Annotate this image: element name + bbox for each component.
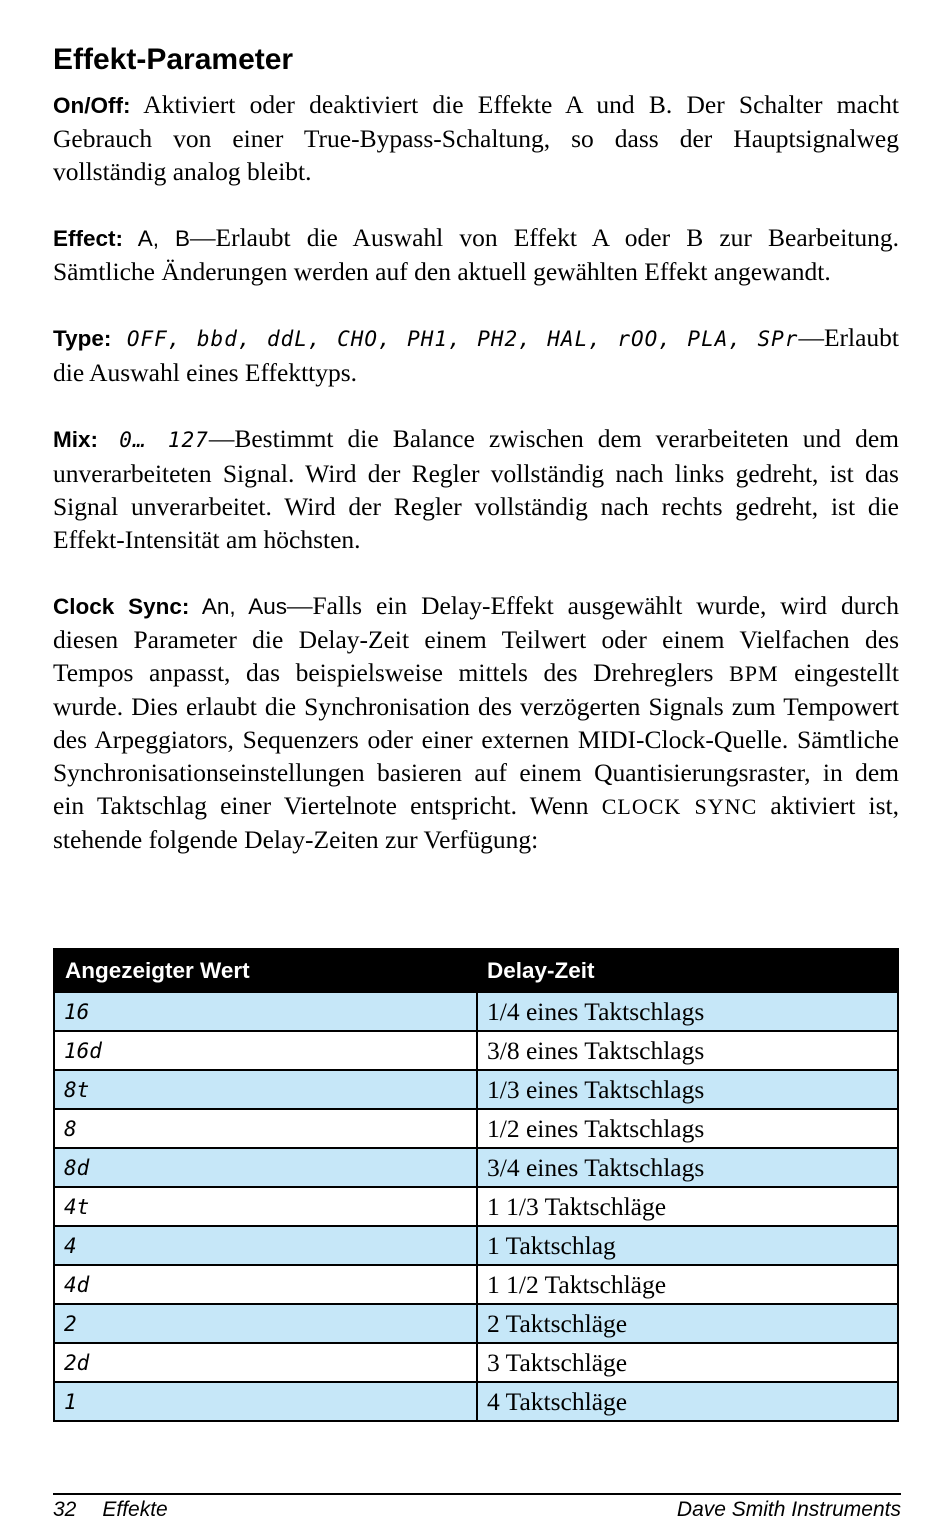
displayed-value: 16 [54, 992, 477, 1031]
param-type [53, 321, 899, 389]
param-clocksync-term: Clock Sync: [53, 594, 190, 619]
delay-time: 1/3 eines Taktschlags [477, 1070, 898, 1109]
param-clocksync [53, 589, 899, 856]
displayed-value: 8 [54, 1109, 477, 1148]
delay-time: 3 Taktschläge [477, 1343, 898, 1382]
displayed-value: 16d [54, 1031, 477, 1070]
publisher-name: Dave Smith Instruments [676, 1498, 901, 1521]
table-row [54, 1148, 898, 1187]
table-row [54, 1031, 898, 1070]
param-clocksync-values: An, Aus [189, 594, 287, 619]
delay-time: 3/8 eines Taktschlags [477, 1031, 898, 1070]
displayed-value: 4 [54, 1226, 477, 1265]
param-mix [53, 422, 899, 556]
table-row [54, 992, 898, 1031]
displayed-value: 8t [54, 1070, 477, 1109]
delay-time: 2 Taktschläge [477, 1304, 898, 1343]
param-clocksync-text-1: —Falls ein Delay-Effekt ausgewählt wurde, wird durch diesen Parameter die Delay-Zeit einem Teilwert oder einem Vielfachen des Tempos anpasst, das beispielsweise mittels des Drehreglers [53, 591, 900, 687]
displayed-value: 2 [54, 1304, 477, 1343]
section-name: Effekte [102, 1498, 168, 1521]
table-header-row [54, 949, 898, 992]
table-row [54, 1109, 898, 1148]
delay-time-table [53, 948, 899, 1422]
displayed-value: 4t [54, 1187, 477, 1226]
delay-time: 3/4 eines Taktschlags [477, 1148, 898, 1187]
table-row [54, 1226, 898, 1265]
delay-time: 1 1/3 Taktschläge [477, 1187, 898, 1226]
param-onoff-term: On/Off: [53, 93, 131, 118]
table-row [54, 1265, 898, 1304]
param-type-values: OFF, bbd, ddL, CHO, PH1, PH2, HAL, rOO, PLA, SPr [111, 327, 799, 351]
param-mix-values: 0… 127 [98, 428, 209, 452]
table-row [54, 1382, 898, 1421]
page-heading: Effekt-Parameter [53, 43, 294, 76]
param-onoff [53, 88, 899, 188]
header-delay-time: Delay-Zeit [477, 949, 898, 992]
page-content [53, 40, 899, 889]
displayed-value: 1 [54, 1382, 477, 1421]
displayed-value: 2d [54, 1343, 477, 1382]
clock-sync-label: CLOCK SYNC [601, 794, 758, 819]
displayed-value: 8d [54, 1148, 477, 1187]
param-effect-term: Effect: [53, 226, 124, 251]
page-number: 32 [53, 1498, 77, 1521]
param-effect-text: —Erlaubt die Auswahl von Effekt A oder B zur Bearbeitung. Sämtliche Änderungen werden auf den aktuell gewählten Effekt angewandt. [53, 223, 899, 286]
delay-time: 1/2 eines Taktschlags [477, 1109, 898, 1148]
param-mix-term: Mix: [53, 427, 98, 452]
delay-time: 1/4 eines Taktschlags [477, 992, 898, 1031]
param-effect-values: A, B [123, 226, 191, 251]
table-row [54, 1070, 898, 1109]
param-type-text: —Erlaubt die Auswahl eines Effekttyps. [53, 323, 899, 387]
param-type-term: Type: [53, 326, 112, 351]
param-onoff-text: Aktiviert oder deaktiviert die Effekte A und B. Der Schalter macht Gebrauch von einer True-Bypass-Schaltung, so dass der Hauptsignalweg vollständig analog bleibt. [53, 90, 899, 186]
displayed-value: 4d [54, 1265, 477, 1304]
delay-time: 4 Taktschläge [477, 1382, 898, 1421]
page-footer [53, 1493, 901, 1525]
param-effect [53, 221, 899, 288]
param-clocksync-text-3: aktiviert ist, stehende folgende Delay-Zeiten zur Verfügung: [53, 791, 899, 854]
header-displayed-value: Angezeigter Wert [54, 949, 477, 992]
delay-time: 1 Taktschlag [477, 1226, 898, 1265]
param-mix-text: —Bestimmt die Balance zwischen dem verarbeiteten und dem unverarbeiteten Signal. Wird der Regler vollständig nach links gedreht, ist das Signal unverarbeitet. Wird der Regler vollständig nach rechts gedreht, ist die Effekt-Intensität am höchsten. [53, 424, 899, 554]
table-row [54, 1343, 898, 1382]
bpm-label: BPM [729, 661, 779, 686]
table-row [54, 1304, 898, 1343]
delay-time: 1 1/2 Taktschläge [477, 1265, 898, 1304]
param-clocksync-text-2: eingestellt wurde. Dies erlaubt die Synchronisation des verzögerten Signals zum Tempowert des Arpeggiators, Sequenzers oder einer externen MIDI-Clock-Quelle. Sämtliche Synchronisationseinstellungen basieren auf einem Quantisierungsraster, in dem ein Taktschlag einer Viertelnote entspricht. Wenn [53, 658, 899, 820]
table-row [54, 1187, 898, 1226]
